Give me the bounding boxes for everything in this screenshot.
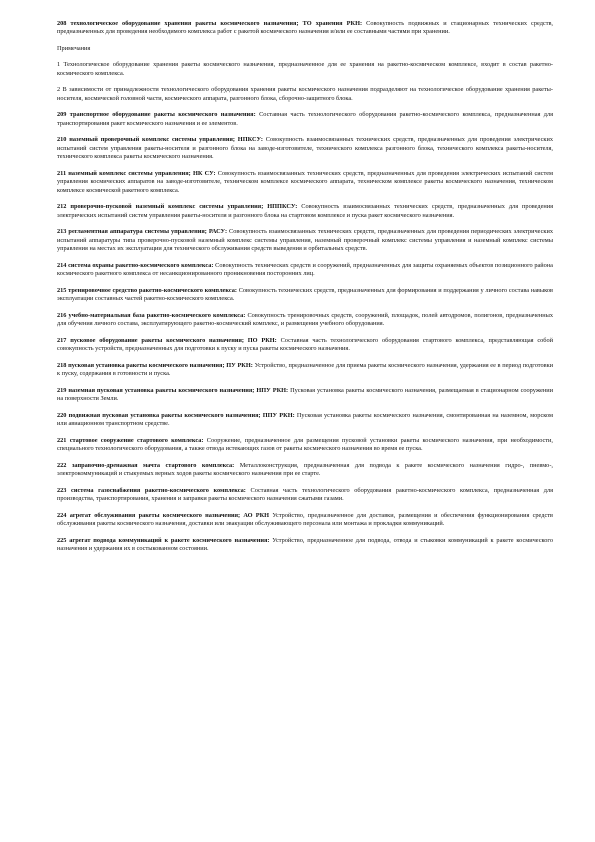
term-entry: [57, 487, 553, 504]
entry-definition: Устройство, предназначенное для подвода, отвода и стыковки коммуникаций к ракете космического назначения и удержания их в состыкованном состоянии.: [57, 536, 553, 553]
entry-definition: Совокупность технических средств, предназначенных для формирования и поддержания у личного состава навыков эксплуатации составных частей ракетно-космического комплекса.: [57, 286, 553, 302]
entry-definition: Сооружение, предназначенное для размещения пусковой установки ракеты космического назначения, при необходимости, специального технологического оборудования, а также отвода истекающих газов от ракеты космического назначения во время ее пуска.: [57, 436, 554, 453]
term-entry: [57, 20, 553, 37]
term-entry: [57, 170, 553, 195]
entry-term: 211 наземный комплекс системы управления; НК СУ:: [57, 169, 216, 177]
entry-term: 220 подвижная пусковая установка ракеты космического назначения; ППУ РКН:: [57, 411, 295, 419]
term-entry: [57, 228, 553, 253]
entry-definition: Совокупность технических средств и сооружений, предназначенных для защиты охраняемых объектов позиционного района космического ракетного комплекса от несанкционированного проникновения посторонних лиц.: [57, 261, 553, 277]
entry-definition: Совокупность взаимосвязанных технических средств, предназначенных для проведения электрических испытаний систем управления ракеты-носителя и разгонного блока на заводе-изготовителе, технического комплекса разгонного блока, технического комплекса ракеты-носителя, технического комплекса ракеты космического назначения.: [57, 136, 553, 161]
entry-term: 221 стартовое сооружение стартового комплекса:: [57, 436, 204, 444]
entry-definition: Составная часть технологического оборудования ракетно-космического комплекса, предназначенная для производства, транспортирования, хранения и заправки ракеты космического назначения сжатыми газами.: [57, 486, 554, 503]
entry-term: 210 наземный проверочный комплекс системы управления; НПКСУ:: [57, 136, 263, 144]
entry-term: 223 система газоснабжения ракетно-космического комплекса:: [57, 486, 246, 494]
entry-term: 208 технологическое оборудование хранения ракеты космического назначения; ТО хранения РКН:: [57, 20, 363, 27]
note-item: 2 В зависимости от принадлежности технологического оборудования хранения ракеты космического назначения подразделяют на технологическое оборудование хранения ракеты-носителя, космической головной части, космического аппарата, разгонного блока, сборочно-защитного блока.: [57, 86, 553, 102]
term-entry: [57, 111, 553, 128]
entry-definition: Составная часть технологического оборудования стартового комплекса, представляющая собой совокупность устройств, предназначенных для подготовки к пуску и пуска ракеты космического назначения.: [57, 336, 553, 352]
note-item: 1 Технологическое оборудование хранения ракеты космического назначения, предназначенное для ее хранения на ракетно-космическом комплексе, входит в состав ракетно-космического комплекса.: [57, 61, 553, 77]
entry-definition: Совокупность взаимосвязанных технических средств, предназначенных для проведения периодических электрических испытаний аппаратуры типа проверочно-пусковой наземный комплекс системы управления, наземный проверочный комплекс системы управления и наземный комплекс системы управления на местах их эксплуатации для технического обслуживания средств выведения и орбитальных средств.: [57, 228, 554, 252]
entry-term: 222 заправочно-дренажная мачта стартового комплекса:: [57, 461, 235, 469]
entry-definition: Пусковая установка ракеты космического назначения, размещаемая в стационарном сооружении на поверхности Земли.: [57, 386, 553, 402]
term-entry: [57, 287, 553, 304]
entry-term: 215 тренировочное средство ракетно-космического комплекса:: [57, 286, 237, 294]
entry-term: 219 наземная пусковая установка ракеты космического назначения; НПУ РКН:: [57, 386, 289, 394]
entry-term: 218 пусковая установка ракеты космического назначения; ПУ РКН:: [57, 361, 253, 369]
entry-definition: Совокупность тренировочных средств, сооружений, площадок, полей автодромов, полигонов, предназначенных для обучения личного состава, эксплуатирующего ракетно-космический комплекс, и размещения учебного оборудования.: [57, 311, 553, 327]
term-entry: [57, 203, 553, 220]
entry-term: 216 учебно-материальная база ракетно-космического комплекса:: [57, 311, 246, 319]
entry-term: 224 агрегат обслуживания ракеты космического назначения; АО РКН: [57, 511, 270, 519]
entry-term: 209 транспортное оборудование ракеты космического назначения:: [57, 111, 256, 119]
entry-term: 217 пусковое оборудование ракеты космического назначения; ПО РКН:: [57, 336, 277, 344]
term-entry: [57, 512, 553, 529]
term-entry: [57, 362, 553, 379]
entry-definition: Совокупность взаимосвязанных технических средств, предназначенных для проведения электрических испытаний систем управления ракеты-носителя и разгонного блока на стартовом комплексе и пуска ракет космического назначения.: [57, 203, 553, 219]
document-page: [57, 20, 553, 562]
term-entry: [57, 412, 553, 429]
entry-definition: Составная часть технологического оборудования ракетно-космического комплекса, предназначенная для транспортирования ракет космического назначения и ее элементов.: [57, 111, 554, 127]
entry-definition: Совокупность взаимосвязанных технических средств, предназначенных для проведения электрических испытаний систем управления космических аппаратов на заводе-изготовителе, техническом комплексе космического аппарата, техническом комплексе ракеты космического назначения, техническом комплексе космической ракетного комплекса.: [57, 169, 553, 194]
entry-term: 213 регламентная аппаратура системы управления; РАСУ:: [57, 228, 228, 236]
entry-definition: Совокупность подвижных и стационарных технических средств, предназначенных для проведения необходимого комплекса работ с ракетой космического назначения и/или ее составными частями при хранении.: [57, 20, 554, 36]
entry-term: 225 агрегат подвода коммуникаций к ракете космического назначения:: [57, 536, 270, 544]
term-entry: [57, 262, 553, 279]
notes-heading: Примечания: [57, 45, 91, 53]
entry-definition: Устройство, предназначенное для доставки, размещения и обеспечения функционирования средств обслуживания ракеты космического назначения, доставки или эвакуации обслуживающего персонала или монтажа и прокладки коммуникаций.: [57, 511, 553, 528]
term-entry: [57, 387, 553, 404]
entry-definition: Пусковая установка ракеты космического назначения, смонтированная на наземном, морском или авиационном транспортном средстве.: [57, 411, 554, 428]
term-entry: [57, 136, 553, 161]
entry-term: 214 система охраны ракетно-космического комплекса:: [57, 261, 214, 269]
entry-term: 212 проверочно-пусковой наземный комплекс системы управления; НППКСУ:: [57, 203, 298, 211]
term-entry: [57, 337, 553, 354]
entry-definition: Устройство, предназначенное для приема ракеты космического назначения, удержания ее в период подготовки к пуску, содержания в готовности и пуска.: [57, 361, 554, 377]
term-entry: [57, 462, 553, 479]
term-entry: [57, 312, 553, 329]
term-entry: [57, 537, 553, 554]
entry-definition: Металлоконструкция, предназначенная для подвода к ракете космического назначения гидро-, пневмо-, электрокоммуникаций и стыкуемых верных ходов ракеты космического назначения при ее старте.: [57, 461, 554, 478]
term-entry: [57, 437, 553, 454]
